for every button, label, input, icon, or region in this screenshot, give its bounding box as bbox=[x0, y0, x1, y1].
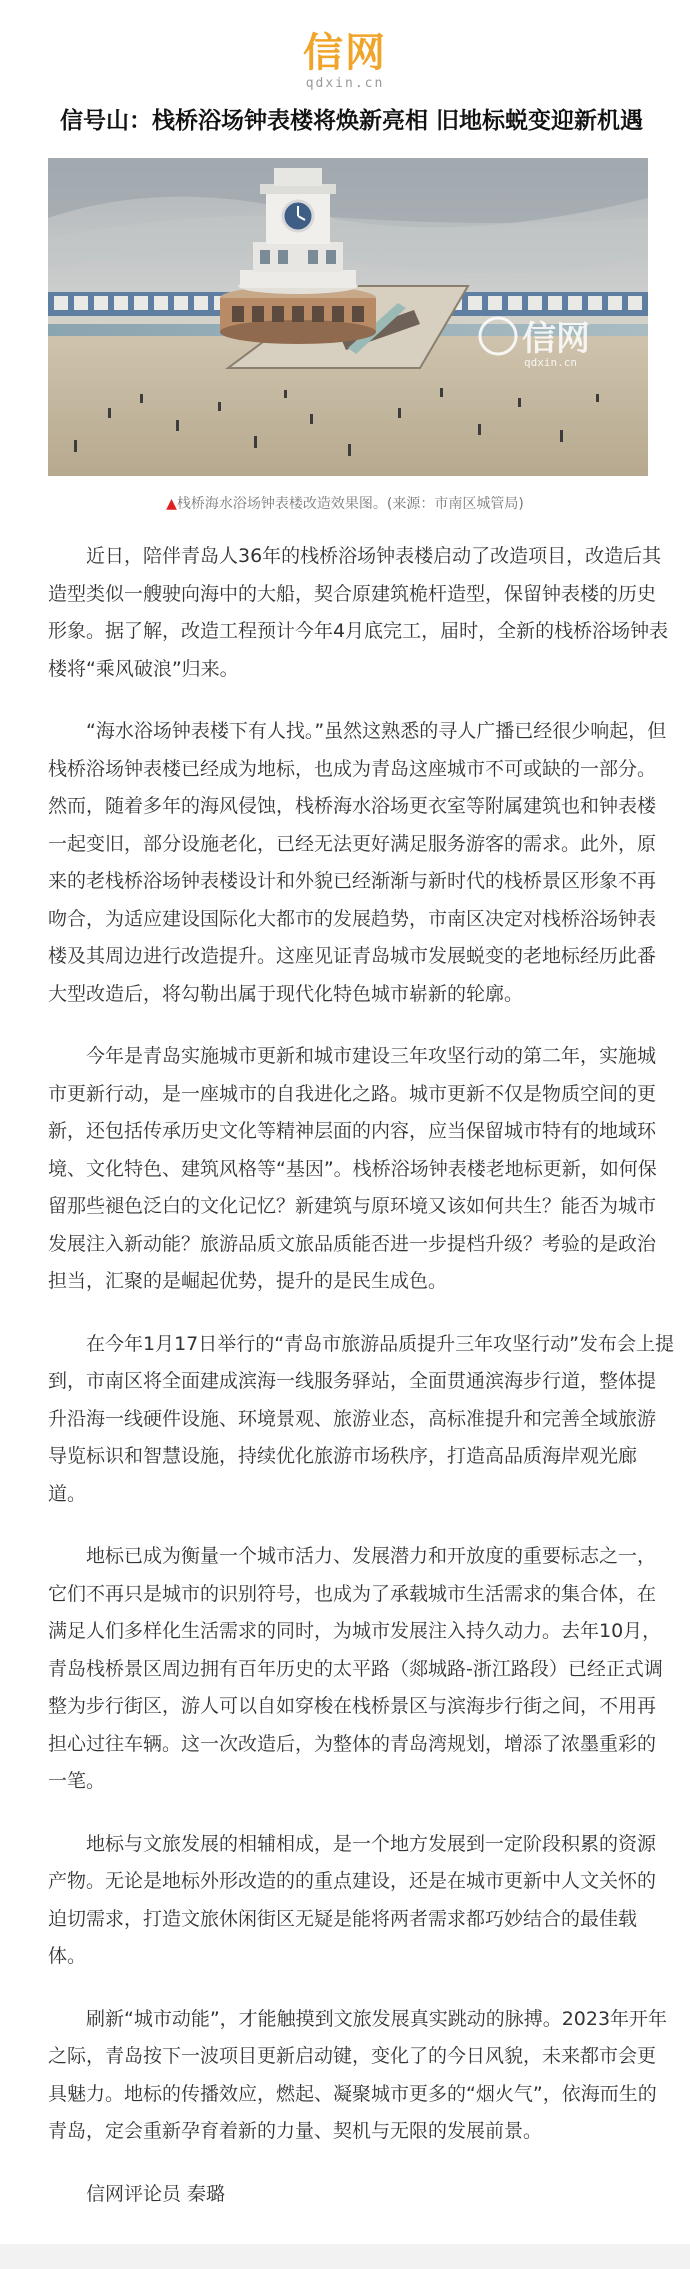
article-body bbox=[48, 538, 674, 2213]
svg-text:qdxin.cn: qdxin.cn bbox=[524, 356, 577, 369]
clock-tower-rendering bbox=[48, 158, 648, 476]
svg-text:信网: 信网 bbox=[522, 319, 590, 359]
article-paragraph: “海水浴场钟表楼下有人找。”虽然这熟悉的寻人广播已经很少响起，但栈桥浴场钟表楼已经成为地标，也成为青岛这座城市不可或缺的一部分。然而，随着多年的海风侵蚀，栈桥海水浴场更衣室等附属建筑也和钟表楼一起变旧，部分设施老化，已经无法更好满足服务游客的需求。此外，原来的老栈桥浴场钟表楼设计和外貌已经渐渐与新时代的栈桥景区形象不再吻合，为适应建设国际化大都市的发展趋势，市南区决定对栈桥浴场钟表楼及其周边进行改造提升。这座见证青岛城市发展蜕变的老地标经历此番大型改造后，将勾勒出属于现代化特色城市崭新的轮廓。 bbox=[48, 720, 667, 1005]
hero-image[interactable] bbox=[48, 158, 648, 476]
article-headline: 信号山：栈桥浴场钟表楼将焕新亮相 旧地标蜕变迎新机遇 bbox=[60, 108, 644, 134]
article-paragraph: 今年是青岛实施城市更新和城市建设三年攻坚行动的第二年，实施城市更新行动，是一座城市的自我进化之路。城市更新不仅是物质空间的更新，还包括传承历史文化等精神层面的内容，应当保留城市特有的地域环境、文化特色、建筑风格等“基因”。栈桥浴场钟表楼老地标更新，如何保留那些褪色泛白的文化记忆？新建筑与原环境又该如何共生？能否为城市发展注入新动能？旅游品质文旅品质能否进一步提档升级？考验的是政治担当，汇聚的是崛起优势，提升的是民生成色。 bbox=[48, 1045, 657, 1292]
site-logo[interactable] bbox=[0, 30, 690, 92]
logo-domain: qdxin.cn bbox=[305, 76, 385, 91]
caption-text: 栈桥海水浴场钟表楼改造效果图。(来源：市南区城管局) bbox=[176, 496, 524, 512]
caption-triangle-icon: ▲ bbox=[166, 496, 177, 512]
article-paragraph: 近日，陪伴青岛人36年的栈桥浴场钟表楼启动了改造项目，改造后其造型类似一艘驶向海中的大船，契合原建筑桅杆造型，保留钟表楼的历史形象。据了解，改造工程预计今年4月底完工，届时，全新的栈桥浴场钟表楼将“乘风破浪”归来。 bbox=[48, 545, 669, 680]
image-caption bbox=[0, 494, 690, 514]
article-paragraph: 地标已成为衡量一个城市活力、发展潜力和开放度的重要标志之一，它们不再只是城市的识别符号，也成为了承载城市生活需求的集合体，在满足人们多样化生活需求的同时，为城市发展注入持久动力。去年10月，青岛栈桥景区周边拥有百年历史的太平路（郯城路-浙江路段）已经正式调整为步行街区，游人可以自如穿梭在栈桥景区与滨海步行街之间，不用再担心过往车辆。这一次改造后，为整体的青岛湾规划，增添了浓墨重彩的一笔。 bbox=[48, 1545, 663, 1792]
page-footer-bar bbox=[0, 2244, 690, 2269]
article-paragraph: 刷新“城市动能”，才能触摸到文旅发展真实跳动的脉搏。2023年开年之际，青岛按下一波项目更新启动键，变化了的今日风貌，未来都市会更具魅力。地标的传播效应，燃起、凝聚城市更多的“烟火气”，依海而生的青岛，定会重新孕育着新的力量、契机与无限的发展前景。 bbox=[48, 2007, 668, 2142]
article-byline: 信网评论员 秦璐 bbox=[86, 2182, 226, 2205]
logo-mark: 信网 bbox=[303, 30, 387, 76]
article-paragraph: 地标与文旅发展的相辅相成，是一个地方发展到一定阶段积累的资源产物。无论是地标外形改造的的重点建设，还是在城市更新中人文关怀的迫切需求，打造文旅休闲街区无疑是能将两者需求都巧妙结合的最佳载体。 bbox=[48, 1832, 657, 1967]
article-paragraph: 在今年1月17日举行的“青岛市旅游品质提升三年攻坚行动”发布会上提到，市南区将全面建成滨海一线服务驿站，全面贯通滨海步行道，整体提升沿海一线硬件设施、环境景观、旅游业态，高标准提升和完善全域旅游导览标识和智慧设施，持续优化旅游市场秩序，打造高品质海岸观光廊道。 bbox=[48, 1332, 674, 1505]
